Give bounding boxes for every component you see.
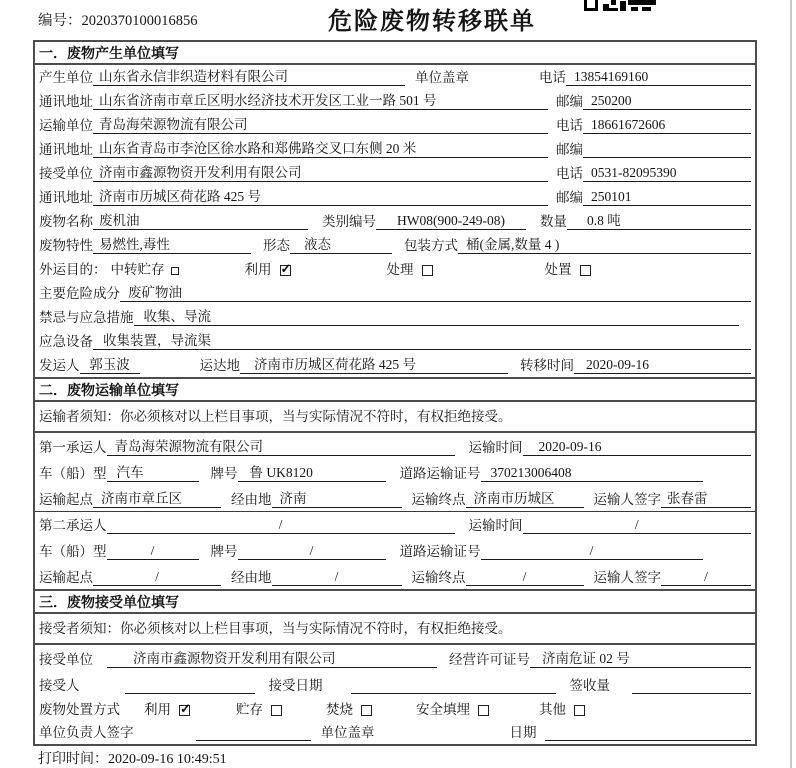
section-1 [35,42,755,377]
field-label: 接受日期 [268,678,323,693]
field-label: 产生单位 [39,70,93,85]
field-label: 签收量 [569,678,610,693]
field-value: 0531-82095390 [583,164,751,182]
field-value: / [466,568,584,586]
field-label: 接受单位 [39,652,93,667]
field-value: / [272,568,402,586]
field-label: 邮编 [556,94,583,109]
form-row [35,233,755,257]
field-label: 运输终点 [411,570,466,585]
field-label: 经由地 [231,492,272,507]
field-label: 类别编号 [322,214,376,229]
field-value: 废矿物油 [120,284,751,302]
field-blank [351,677,556,694]
form-row [35,563,755,589]
field-value: / [481,542,703,560]
field-value: 0.8 吨 [567,212,751,230]
field-label: 经营许可证号 [449,652,530,667]
checkbox-unchecked [361,705,372,716]
form-row [35,89,755,113]
field-value: 鲁 UK8120 [238,464,386,482]
section-2 [35,377,755,589]
form-row [35,185,755,209]
static-text: 处置 [544,262,572,277]
field-value: 济南危证 02 号 [530,650,751,668]
field-label: 运输人签字 [593,492,661,507]
print-time [38,748,227,768]
static-text: 焚烧 [326,702,353,717]
field-label: 道路运输证号 [399,544,481,559]
field-value: 370213006408 [481,464,703,482]
print-time-label: 打印时间： [38,752,108,767]
form-row [35,65,755,89]
field-value: 郭玉波 [80,356,140,374]
field-label: 通讯地址 [39,142,93,157]
static-text: 中转贮存 [110,262,165,277]
field-value: 13854169160 [566,68,751,86]
field-value: 液态 [290,236,392,254]
field-label: 应急设备 [39,334,93,349]
field-label: 邮编 [556,142,583,157]
field-value: 汽车 [107,464,199,482]
field-label: 电话 [556,118,583,133]
field-label: 运输起点 [39,492,93,507]
form-row [35,137,755,161]
field-label: 发运人 [39,358,80,373]
section-title: 三．废物接受单位填写 [35,591,755,614]
field-label: 牌号 [210,544,238,559]
field-label: 形态 [263,238,290,253]
field-value: HW08(900-249-08) [376,212,526,230]
checkbox-unchecked [271,705,282,716]
form-row [35,721,755,744]
checkbox-checked [280,265,291,276]
form-row [35,161,755,185]
field-label: 废物处置方式 [39,702,120,717]
field-value: 废机油 [93,212,308,230]
field-value: 济南 [272,490,402,508]
form-row [35,433,755,459]
field-value: 易燃性,毒性 [93,236,251,254]
field-blank [545,724,752,741]
field-label: 转移时间 [520,358,574,373]
field-value: 2020-09-16 [574,356,751,374]
field-label: 禁忌与应急措施 [39,310,134,325]
field-label: 运达地 [199,358,240,373]
field-label: 运输单位 [39,118,93,133]
static-text: 安全填埋 [416,702,470,717]
field-value: / [107,516,455,534]
field-value: 济南市历城区荷花路 425 号 [93,188,548,206]
form-row [35,209,755,233]
field-value: / [93,568,221,586]
field-blank [583,141,751,158]
field-label: 接受人 [39,678,80,693]
field-value: / [238,542,386,560]
field-label: 邮编 [556,190,583,205]
form-row [35,281,755,305]
static-text: 利用 [144,702,171,717]
field-label: 第二承运人 [39,518,107,533]
field-value: 青岛海荣源物流有限公司 [107,438,455,456]
field-label: 运输起点 [39,570,93,585]
checkbox-unchecked [171,267,179,275]
field-value: 济南市历城区 [466,490,584,508]
field-label: 经由地 [231,570,272,585]
field-label: 第一承运人 [39,440,107,455]
field-label: 外运目的： [39,262,107,277]
section-title: 一．废物产生单位填写 [35,42,755,65]
notice-text: 接受者须知：你必须核对以上栏目事项，当与实际情况不符时，有权拒绝接受。 [35,614,755,645]
field-label: 车（船）型 [39,544,107,559]
field-value: 济南市鑫源物资开发利用有限公司 [93,164,548,182]
static-text: 单位盖章 [415,70,469,85]
field-label: 接受单位 [39,166,93,181]
field-label: 单位负责人签字 [39,725,134,740]
form-row [35,511,755,537]
field-value: 2020-09-16 [523,438,752,456]
form-row [35,329,755,353]
form-row [35,305,755,329]
serial-label: 编号： [38,13,82,29]
field-value: 山东省永信非织造材料有限公司 [93,68,405,86]
static-text: 贮存 [236,702,263,717]
checkbox-unchecked [478,705,489,716]
form-row [35,257,755,281]
field-label: 运输时间 [468,440,523,455]
form-row [35,671,755,697]
field-value: 青岛海荣源物流有限公司 [93,116,548,134]
field-value: 张春雷 [661,490,751,508]
notice-text: 运输者须知：你必须核对以上栏目事项，当与实际情况不符时，有权拒绝接受。 [35,402,755,433]
field-value: / [107,542,199,560]
form-row [35,353,755,377]
field-label: 牌号 [210,466,238,481]
field-value: 250200 [583,92,751,110]
scan-edge-line [790,0,792,768]
field-blank [125,677,255,694]
field-value: 济南市历城区荷花路 425 号 [240,356,508,374]
field-label: 电话 [539,70,566,85]
field-label: 包装方式 [404,238,458,253]
checkbox-unchecked [574,705,585,716]
static-text: 其他 [539,702,566,717]
field-label: 废物特性 [39,238,93,253]
field-value: 18661672606 [583,116,751,134]
qr-code-fragment [584,0,656,11]
section-title: 二．废物运输单位填写 [35,379,755,402]
form-row [35,697,755,721]
section-3 [35,589,755,744]
field-label: 电话 [556,166,583,181]
field-label: 通讯地址 [39,94,93,109]
static-text: 利用 [244,262,272,277]
field-value: / [661,568,751,586]
form-title: 危险废物转移联单 [328,8,536,35]
field-blank [632,677,751,694]
serial-value: 2020370100016856 [81,13,198,29]
field-value: 桶(金属,数量 4 ) [458,236,751,254]
form-row [35,459,755,485]
checkbox-unchecked [422,265,433,276]
field-label: 车（船）型 [39,466,107,481]
checkbox-checked [179,705,190,716]
field-label: 运输终点 [411,492,466,507]
field-label: 废物名称 [39,214,93,229]
field-value: / [523,516,752,534]
field-blank [196,724,311,741]
field-value: 济南市章丘区 [93,490,221,508]
manifest-form-table [33,40,757,746]
field-value: 山东省济南市章丘区明水经济技术开发区工业一路 501 号 [93,92,548,110]
field-label: 运输时间 [468,518,523,533]
form-row [35,113,755,137]
field-label: 日期 [509,725,537,740]
field-value: 250101 [583,188,751,206]
form-serial-number [38,9,198,30]
form-row [35,537,755,563]
field-label: 通讯地址 [39,190,93,205]
field-value: 山东省青岛市李沧区徐水路和郑佛路交叉口东侧 20 米 [93,140,548,158]
field-label: 运输人签字 [593,570,661,585]
static-text: 单位盖章 [320,725,375,740]
static-text: 处理 [386,262,414,277]
field-value: 收集装置，导流渠 [93,332,751,350]
field-label: 数量 [540,214,567,229]
form-row [35,645,755,671]
field-label: 道路运输证号 [399,466,481,481]
field-label: 主要危险成分 [39,286,120,301]
form-row [35,485,755,511]
field-value: 济南市鑫源物资开发利用有限公司 [107,650,437,668]
checkbox-unchecked [580,265,591,276]
print-time-value: 2020-09-16 10:49:51 [108,752,227,767]
field-value: 收集、导流 [134,308,740,326]
